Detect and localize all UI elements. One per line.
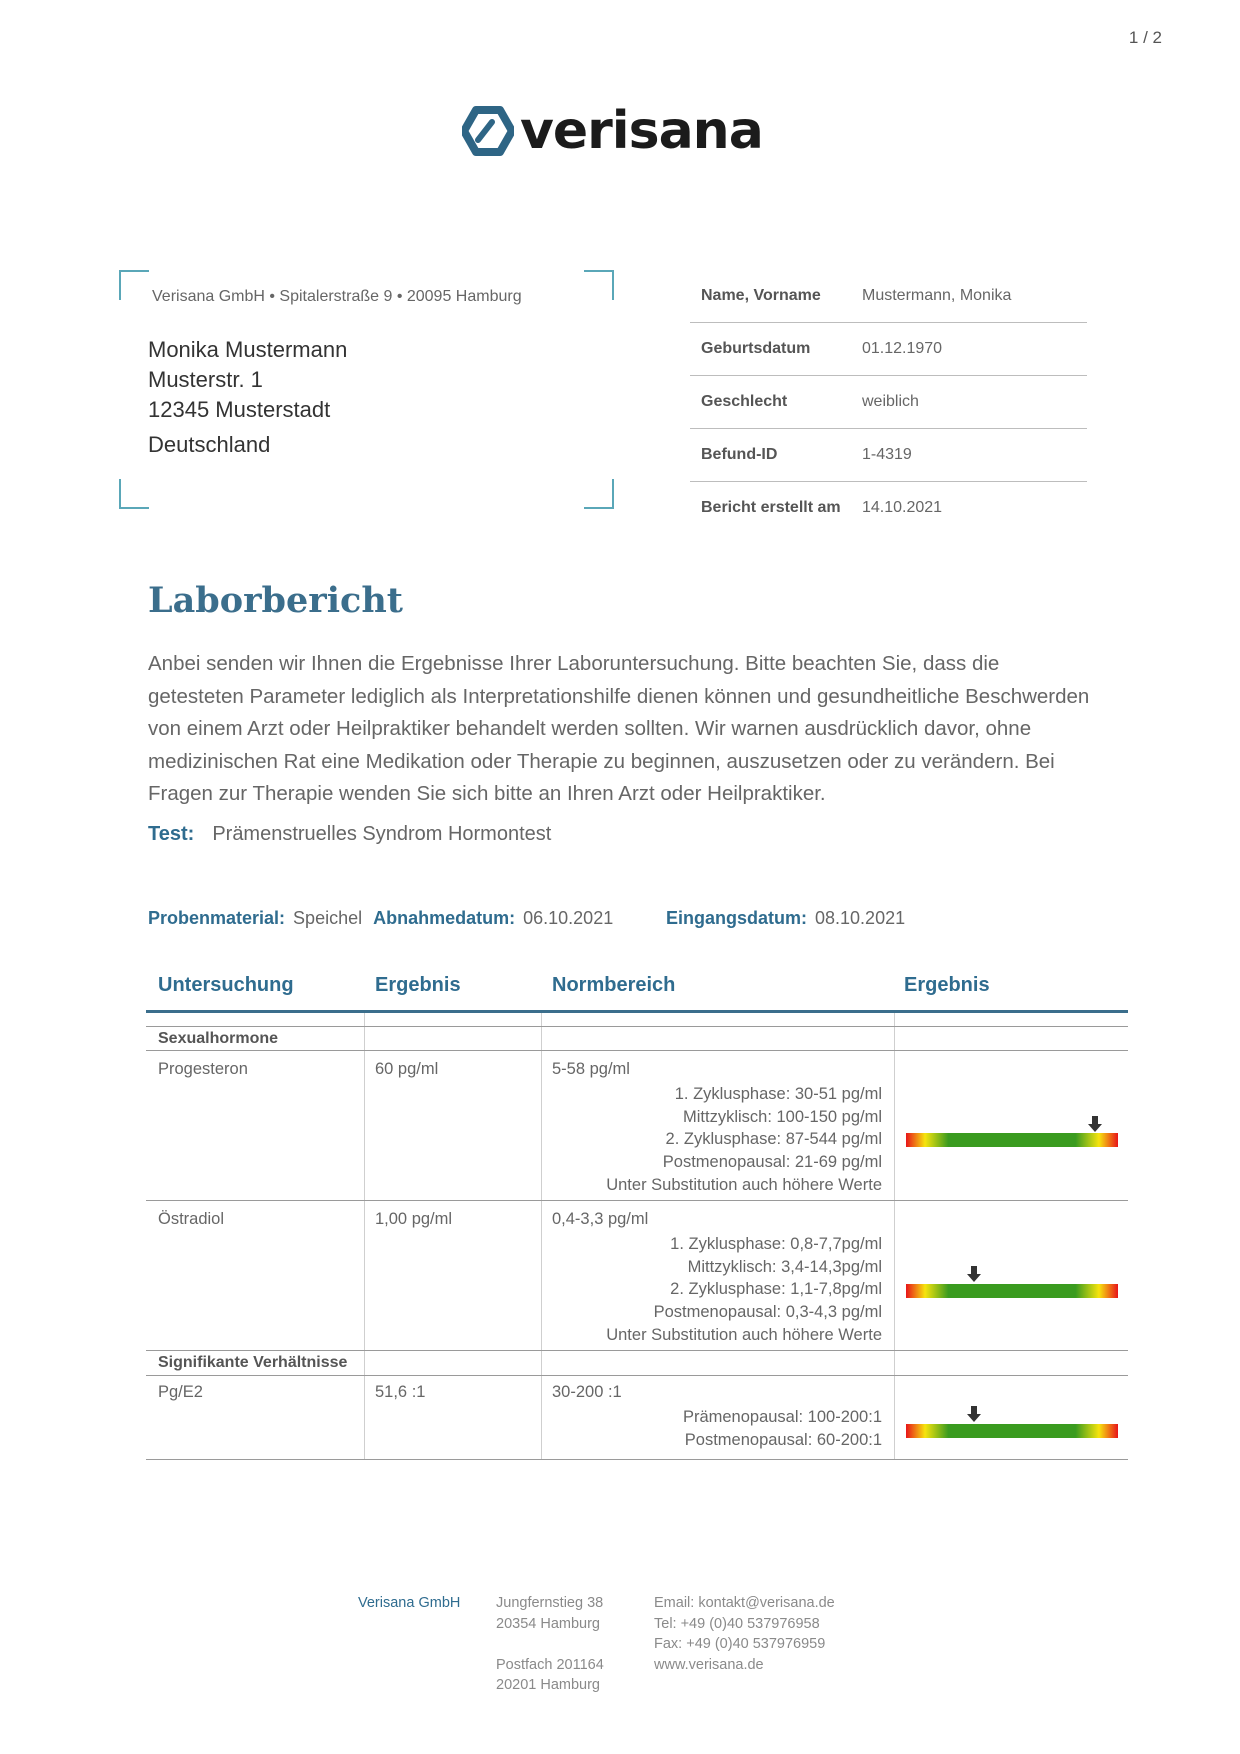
recipient-country: Deutschland xyxy=(148,432,271,457)
footer-company-name: Verisana GmbH xyxy=(358,1595,461,1611)
range-detail: Postmenopausal: 0,3-4,3 pg/ml xyxy=(653,1303,882,1322)
collection-label: Abnahmedatum: xyxy=(373,908,516,928)
report-intro: Anbei senden wir Ihnen die Ergebnisse Ihrer Laboruntersuchung. Bitte beachten Sie, dass die getesteten Parameter lediglich als Interpretationshilfe dienen können und gesundheitliche Beschwerden von einem Arzt oder Heilpraktiker behandelt werden sollten. Wir warnen ausdrücklich davor, ohne medizinischen Rat eine Medikation oder Therapie zu beginnen, auszusetzen oder zu verändern. Bei Fragen zur Therapie wenden Sie sich bitte an Ihren Arzt oder Heilpraktiker. xyxy=(148,652,1090,805)
range-detail: 2. Zyklusphase: 1,1-7,8pg/ml xyxy=(670,1280,882,1299)
row-range-details xyxy=(482,1083,882,1197)
hexagon-logo-icon xyxy=(462,106,514,156)
info-value: weiblich xyxy=(862,393,919,410)
page-number: 1 / 2 xyxy=(1128,28,1162,47)
test-label: Test: xyxy=(148,823,195,845)
info-label: Geburtsdatum xyxy=(701,340,811,357)
info-label: Befund-ID xyxy=(701,446,778,463)
header-examination: Untersuchung xyxy=(158,974,294,996)
recipient-name: Monika Mustermann xyxy=(148,337,348,362)
address-window-corner xyxy=(584,479,614,509)
row-range-details xyxy=(482,1233,882,1347)
range-detail: Postmenopausal: 60-200:1 xyxy=(684,1430,882,1449)
address-window-corner xyxy=(119,270,149,300)
range-detail: Unter Substitution auch höhere Werte xyxy=(606,1175,882,1194)
test-line xyxy=(148,823,551,846)
row-result: 60 pg/ml xyxy=(375,1060,439,1078)
result-range-bar xyxy=(906,1133,1118,1147)
row-result: 51,6 :1 xyxy=(375,1383,426,1401)
footer-company xyxy=(358,1593,460,1614)
footer-phone: Tel: +49 (0)40 537976958 xyxy=(654,1615,820,1632)
row-range-details xyxy=(482,1406,882,1451)
row-range: 30-200 :1 xyxy=(552,1383,622,1401)
section-label-significant-ratios: Signifikante Verhältnisse xyxy=(158,1354,348,1371)
recipient-address xyxy=(148,335,347,460)
result-range-bar xyxy=(906,1424,1118,1438)
footer-po-box: Postfach 201164 xyxy=(496,1656,604,1673)
table-rule xyxy=(146,1375,1128,1376)
footer-address xyxy=(496,1593,604,1696)
row-parameter: Pg/E2 xyxy=(158,1383,203,1401)
verisana-logo xyxy=(462,101,763,161)
receipt-label: Eingangsdatum: xyxy=(666,908,808,928)
material-label: Probenmaterial: xyxy=(148,908,286,928)
table-rule xyxy=(146,1026,1128,1027)
test-name: Prämenstruelles Syndrom Hormontest xyxy=(212,823,552,845)
column-divider xyxy=(364,1013,365,1460)
info-label: Bericht erstellt am xyxy=(701,499,841,516)
info-row-name xyxy=(690,270,1087,323)
logo-wordmark: verisana xyxy=(520,101,763,161)
address-window-corner xyxy=(584,270,614,300)
info-label: Name, Vorname xyxy=(701,287,821,304)
material-value: Speichel xyxy=(293,908,363,928)
sample-receipt xyxy=(666,908,905,929)
table-rule xyxy=(146,1350,1128,1351)
footer-fax: Fax: +49 (0)40 537976959 xyxy=(654,1636,826,1652)
info-value: 1-4319 xyxy=(862,446,912,463)
row-parameter: Östradiol xyxy=(158,1210,225,1228)
range-detail: 2. Zyklusphase: 87-544 pg/ml xyxy=(665,1130,882,1149)
row-result: 1,00 pg/ml xyxy=(375,1210,453,1228)
range-detail: Unter Substitution auch höhere Werte xyxy=(606,1325,882,1344)
patient-info-table xyxy=(690,270,1087,534)
table-rule xyxy=(146,1050,1128,1051)
footer-website[interactable]: www.verisana.de xyxy=(654,1656,764,1673)
sample-material-collection xyxy=(148,908,613,929)
info-label: Geschlecht xyxy=(701,393,788,410)
row-parameter: Progesteron xyxy=(158,1060,248,1078)
range-detail: Prämenopausal: 100-200:1 xyxy=(682,1408,882,1426)
row-range: 0,4-3,3 pg/ml xyxy=(552,1210,649,1228)
collection-value: 06.10.2021 xyxy=(523,908,614,928)
address-window-corner xyxy=(119,479,149,509)
footer-contact xyxy=(654,1593,835,1675)
recipient-street: Musterstr. 1 xyxy=(148,367,263,392)
row-range: 5-58 pg/ml xyxy=(552,1060,630,1078)
footer-address-street: Jungfernstieg 38 xyxy=(496,1595,604,1611)
info-row-report-id xyxy=(690,429,1087,482)
range-detail: Postmenopausal: 21-69 pg/ml xyxy=(662,1153,882,1172)
range-detail: Mittzyklisch: 3,4-14,3pg/ml xyxy=(687,1257,882,1276)
info-value: 14.10.2021 xyxy=(862,499,943,516)
report-title: Laborbericht xyxy=(148,580,403,621)
receipt-value: 08.10.2021 xyxy=(815,908,906,928)
range-detail: 1. Zyklusphase: 0,8-7,7pg/ml xyxy=(670,1235,882,1253)
column-divider xyxy=(894,1013,895,1460)
footer-address-city: 20354 Hamburg xyxy=(496,1615,600,1632)
sender-line: Verisana GmbH • Spitalerstraße 9 • 20095 Hamburg xyxy=(152,288,522,305)
range-detail: Mittzyklisch: 100-150 pg/ml xyxy=(683,1107,882,1126)
info-row-birthdate xyxy=(690,323,1087,376)
table-rule xyxy=(146,1459,1128,1460)
results-table-header xyxy=(146,960,1128,1013)
info-row-gender xyxy=(690,376,1087,429)
header-reference-range: Normbereich xyxy=(552,974,676,996)
info-row-created xyxy=(690,482,1087,534)
recipient-city: 12345 Musterstadt xyxy=(148,397,331,422)
footer-po-box-city: 20201 Hamburg xyxy=(496,1677,600,1693)
header-result-graphic: Ergebnis xyxy=(904,974,990,996)
header-result: Ergebnis xyxy=(375,974,461,996)
info-value: Mustermann, Monika xyxy=(862,287,1012,304)
footer-email[interactable]: Email: kontakt@verisana.de xyxy=(654,1595,835,1611)
section-label-sexual-hormones: Sexualhormone xyxy=(158,1030,279,1047)
info-value: 01.12.1970 xyxy=(862,340,943,357)
range-detail: 1. Zyklusphase: 30-51 pg/ml xyxy=(674,1085,882,1103)
table-rule xyxy=(146,1200,1128,1201)
result-range-bar xyxy=(906,1284,1118,1298)
